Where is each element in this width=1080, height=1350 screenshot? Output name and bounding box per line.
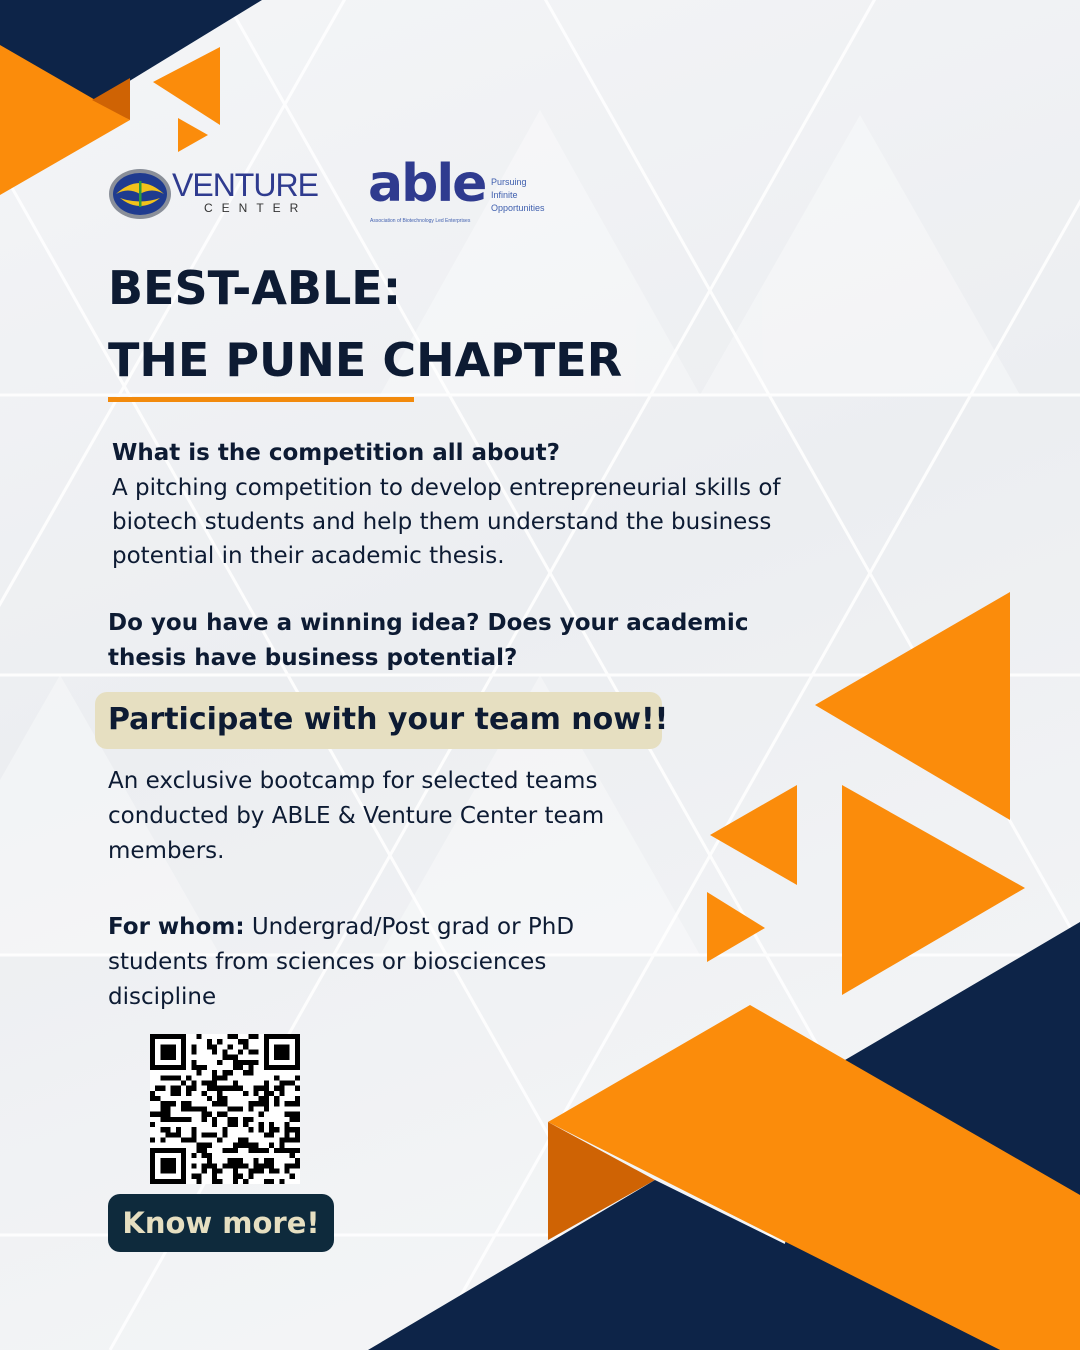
venture-wordmark: VENTURE [172, 167, 318, 203]
able-tagline-line: Opportunities [491, 203, 545, 213]
able-tagline [491, 176, 571, 215]
page-title [108, 252, 622, 396]
umbrella-emblem-icon [108, 167, 172, 221]
able-fullname: Association of Biotechnology Led Enterprises [370, 218, 471, 224]
venture-center-logo [108, 165, 348, 225]
able-tagline-line: Infinite [491, 190, 518, 200]
able-tagline-line: Pursuing [491, 177, 527, 187]
about-body: A pitching competition to develop entrepreneurial skills of biotech students and help them understand the business potential in their academic thesis. [112, 475, 781, 569]
cta-text: Participate with your team now!! [108, 702, 669, 737]
orange-triangle-right-upper [815, 592, 1010, 820]
orange-triangle-right-small [710, 785, 797, 885]
title-underline [108, 397, 414, 402]
know-more-button[interactable] [108, 1194, 334, 1252]
orange-triangle-right-large [842, 785, 1025, 995]
able-logo [368, 154, 568, 230]
about-heading: What is the competition all about? [112, 440, 561, 466]
center-wordmark: CENTER [204, 201, 308, 215]
title-line-1: BEST-ABLE: [108, 261, 402, 315]
eligibility-label: For whom: [108, 914, 245, 940]
eligibility-value: Undergrad/Post grad or PhD students from sciences or biosciences discipline [108, 914, 575, 1010]
winning-idea-question: Do you have a winning idea? Does your academic thesis have business potential? [108, 610, 749, 671]
bootcamp-description: An exclusive bootcamp for selected teams conducted by ABLE & Venture Center team members. [108, 768, 605, 864]
title-line-2: THE PUNE CHAPTER [108, 333, 623, 387]
able-wordmark: able [368, 154, 486, 214]
eligibility-text [108, 910, 608, 1015]
know-more-label: Know more! [122, 1206, 320, 1240]
orange-triangle-top-tiny [178, 118, 208, 152]
orange-triangle-right-tiny [707, 892, 765, 962]
qr-code-icon[interactable] [150, 1034, 300, 1184]
